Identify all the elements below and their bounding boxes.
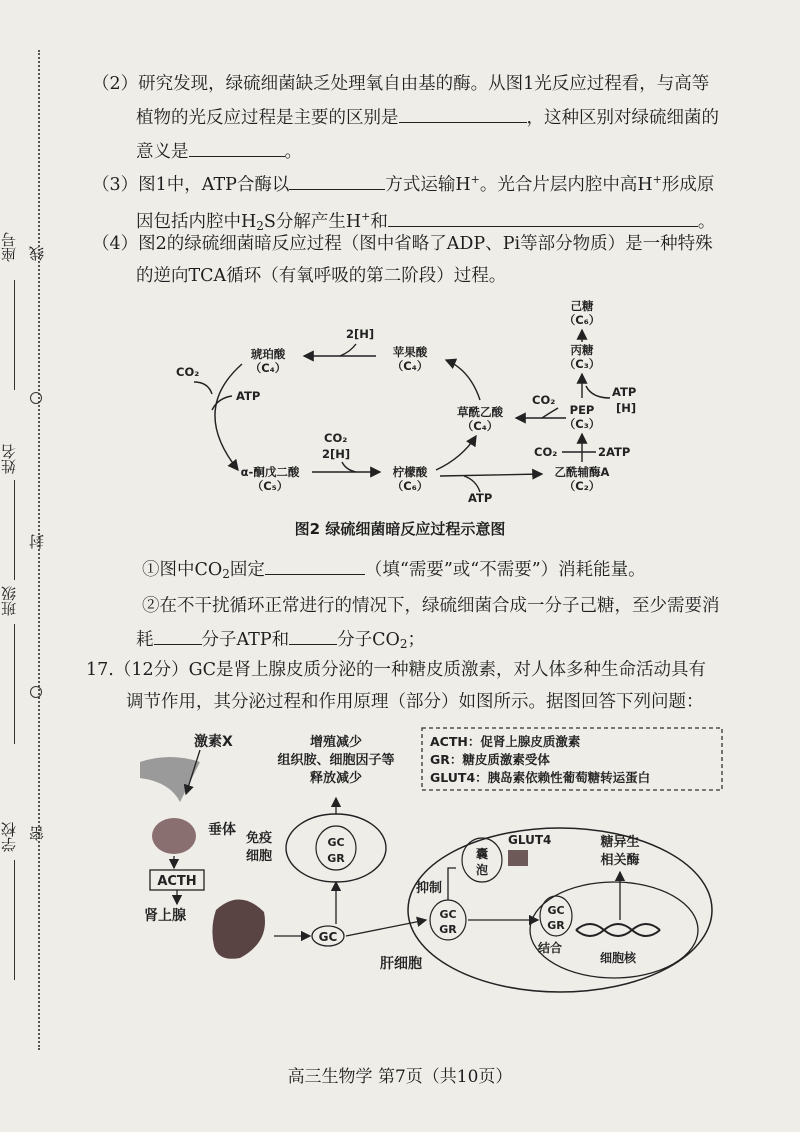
q2-text: 。 xyxy=(284,142,302,162)
q4-text: ②在不干扰循环正常进行的情况下，绿硫细菌合成一分子己糖，至少需要消 xyxy=(142,596,720,616)
q4-line-1: （4）图2的绿硫细菌暗反应过程（图中省略了ADP、Pi等部分物质）是一种特殊 xyxy=(92,234,713,254)
q3-text: 和 xyxy=(370,212,388,232)
figure-2-diagram xyxy=(150,290,670,512)
subscript: 2 xyxy=(256,219,264,233)
label-pituitary: 垂体 xyxy=(208,822,236,838)
label-bind: 结合 xyxy=(538,941,563,955)
q3-answer-blank-2[interactable] xyxy=(388,204,698,227)
inhibit-line xyxy=(448,868,456,900)
q2-text: 植物的光反应过程是主要的区别是 xyxy=(136,108,399,128)
figure-17-diagram xyxy=(130,722,730,1002)
q3-text: （3）图1中，ATP合酶以 xyxy=(92,175,290,195)
subscript: 2 xyxy=(222,567,230,581)
label-adrenal: 肾上腺 xyxy=(144,908,186,924)
input-2h-mid: 2[H] xyxy=(322,447,351,461)
effect-histamine: 组织胺、细胞因子等 xyxy=(277,753,395,768)
subscript: 2 xyxy=(399,637,408,651)
margin-circle xyxy=(30,686,42,698)
node-citrate-carbons: （C₆） xyxy=(391,479,429,493)
arrow-atp-h-right xyxy=(586,386,610,398)
q4-answer-blank-1[interactable] xyxy=(265,552,365,575)
node-oxaloacetate-carbons: （C₄） xyxy=(461,419,499,433)
arrow-co2-pep xyxy=(542,408,558,418)
margin-rule xyxy=(14,860,15,980)
input-atp-right: ATP xyxy=(612,385,637,399)
input-co2-pep: CO₂ xyxy=(532,393,556,407)
arrow-atp-bottom xyxy=(464,476,480,492)
node-succinate-carbons: （C₄） xyxy=(249,361,287,375)
q3-text: 因包括内腔中H xyxy=(136,212,257,232)
q2-line-3 xyxy=(92,134,752,168)
label-vesicle-1: 囊 xyxy=(475,847,489,861)
q4-text: 分子CO xyxy=(337,630,400,650)
label-nucleus: 细胞核 xyxy=(600,951,637,965)
q4-item-1 xyxy=(112,552,782,590)
page-footer: 高三生物学 第7页（共10页） xyxy=(287,1067,513,1087)
glut4-protein xyxy=(508,850,528,866)
margin-school: 学校 xyxy=(0,822,18,852)
q2-line-2 xyxy=(92,100,752,134)
q3-text: 。光合片层内腔中高H xyxy=(479,175,653,195)
question-2 xyxy=(92,68,752,168)
node-triose: 丙糖 xyxy=(570,343,594,357)
input-atp-left: ATP xyxy=(236,389,261,403)
question-17 xyxy=(86,654,786,718)
node-pep: PEP xyxy=(569,403,595,417)
q17-line-1: 17.（12分）GC是肾上腺皮质分泌的一种糖皮质激素，对人体多种生命活动具有 xyxy=(86,660,706,680)
node-triose-carbons: （C₃） xyxy=(563,357,601,371)
margin-secret-char: 密 xyxy=(28,826,46,841)
node-hexose-carbons: （C₆） xyxy=(563,313,601,327)
q2-line-1: （2）研究发现，绿硫细菌缺乏处理氧自由基的酶。从图1光反应过程看，与高等 xyxy=(92,74,710,94)
q4-text: 固定 xyxy=(229,560,265,580)
margin-seal-char: 封 xyxy=(28,534,46,549)
input-2h-top: 2[H] xyxy=(346,327,375,341)
node-acetylcoa-carbons: （C₂） xyxy=(563,479,601,493)
question-4 xyxy=(92,228,752,292)
immune-gr: GR xyxy=(327,852,345,865)
q4-line-2: 的逆向TCA循环（有氧呼吸的第二阶段）过程。 xyxy=(136,266,507,286)
arrow-2h-top xyxy=(340,344,356,356)
input-co2-mid: CO₂ xyxy=(324,431,348,445)
q2-text: 意义是 xyxy=(136,142,189,162)
margin-name: 姓名 xyxy=(0,444,18,474)
q3-text: 形成原 xyxy=(661,175,715,195)
q3-answer-blank-1[interactable] xyxy=(289,167,385,190)
q4-text: ①图中CO xyxy=(142,560,223,580)
immune-gc: GC xyxy=(327,836,345,849)
question-4-items xyxy=(112,552,782,660)
legend-gr: GR：糖皮质激素受体 xyxy=(430,752,550,767)
margin-circle xyxy=(30,392,42,404)
q4-text: ； xyxy=(407,630,426,650)
nucleus-gr: GR xyxy=(547,919,565,932)
label-enzyme-2: 相关酶 xyxy=(600,853,640,868)
label-liver-cell: 肝细胞 xyxy=(380,956,422,972)
node-citrate: 柠檬酸 xyxy=(392,465,428,479)
q4-item-2 xyxy=(112,590,782,622)
q3-text: 。 xyxy=(697,212,716,232)
pituitary-shape xyxy=(152,818,196,854)
effect-release: 释放减少 xyxy=(309,771,363,786)
node-acetylcoa: 乙酰辅酶A xyxy=(554,465,610,479)
legend-glut4: GLUT4：胰岛素依赖性葡萄糖转运蛋白 xyxy=(430,770,651,785)
input-co2-acetyl: CO₂ xyxy=(534,445,558,459)
q3-text: S分解产生H xyxy=(263,212,362,232)
node-malate-carbons: （C₄） xyxy=(391,359,429,373)
q3-line-1 xyxy=(92,164,752,201)
label-vesicle-2: 泡 xyxy=(475,863,489,877)
effect-proliferation: 增殖减少 xyxy=(309,735,363,750)
node-malate: 苹果酸 xyxy=(392,345,428,359)
arrow-oxaloacetate-to-malate xyxy=(446,360,480,400)
label-acth: ACTH xyxy=(157,874,197,889)
binding-dotted-line xyxy=(38,50,40,1050)
label-immune-cell-2: 细胞 xyxy=(246,849,273,864)
arrow-citrate-to-oxaloacetate xyxy=(436,436,476,470)
adrenal-shape xyxy=(212,899,265,958)
arrow-co2-left xyxy=(194,382,212,394)
input-co2-left: CO₂ xyxy=(176,365,200,379)
label-glut4: GLUT4 xyxy=(508,833,552,847)
margin-line-char: 线 xyxy=(28,246,46,261)
label-gc: GC xyxy=(318,930,338,944)
superscript: + xyxy=(470,173,480,186)
superscript: + xyxy=(361,210,371,223)
q4-answer-blank-2[interactable] xyxy=(154,622,202,645)
node-succinate: 琥珀酸 xyxy=(250,347,286,361)
node-oxaloacetate: 草酰乙酸 xyxy=(457,405,503,419)
node-ketoglutarate-carbons: （C₅） xyxy=(251,479,289,493)
q2-text: ，这种区别对绿硫细菌的 xyxy=(526,108,719,128)
q4-text: 耗 xyxy=(136,630,154,650)
input-2atp: 2ATP xyxy=(598,445,631,459)
dna-helix xyxy=(576,924,660,936)
liver-gr: GR xyxy=(439,923,457,936)
node-ketoglutarate: α-酮戊二酸 xyxy=(240,465,300,479)
label-inhibit: 抑制 xyxy=(416,881,443,896)
margin-class: 班级 xyxy=(0,586,18,616)
q2-answer-blank-1[interactable] xyxy=(399,100,527,123)
node-pep-carbons: （C₃） xyxy=(563,417,601,431)
node-hexose: 己糖 xyxy=(570,299,594,313)
margin-seat-number: 座号 xyxy=(0,232,18,262)
q4-answer-blank-3[interactable] xyxy=(289,622,337,645)
margin-rule xyxy=(14,280,15,390)
figure-2-caption: 图2 绿硫细菌暗反应过程示意图 xyxy=(294,520,506,538)
label-immune-cell-1: 免疫 xyxy=(246,831,273,846)
q4-text: 分子ATP和 xyxy=(201,630,290,650)
q2-answer-blank-2[interactable] xyxy=(189,134,285,157)
arrow-co2-2h-mid xyxy=(342,462,356,472)
input-atp-bottom: ATP xyxy=(468,491,493,505)
q4-text: （填“需要”或“不需要”）消耗能量。 xyxy=(364,560,646,580)
arrow-citrate-to-acetylcoa xyxy=(440,474,542,476)
legend-acth: ACTH：促肾上腺皮质激素 xyxy=(430,734,581,749)
margin-rule xyxy=(14,624,15,744)
label-enzyme-1: 糖异生 xyxy=(600,835,640,850)
label-hormone-x: 激素X xyxy=(194,734,233,750)
nucleus-gc: GC xyxy=(547,904,565,917)
q3-text: 方式运输H xyxy=(385,175,471,195)
q17-line-2: 调节作用，其分泌过程和作用原理（部分）如图所示。据图回答下列问题： xyxy=(126,692,704,712)
input-h-right: [H] xyxy=(616,401,637,415)
superscript: + xyxy=(652,173,662,186)
arrow-succinate-to-ketoglutarate xyxy=(215,364,242,470)
liver-gc: GC xyxy=(439,908,457,921)
